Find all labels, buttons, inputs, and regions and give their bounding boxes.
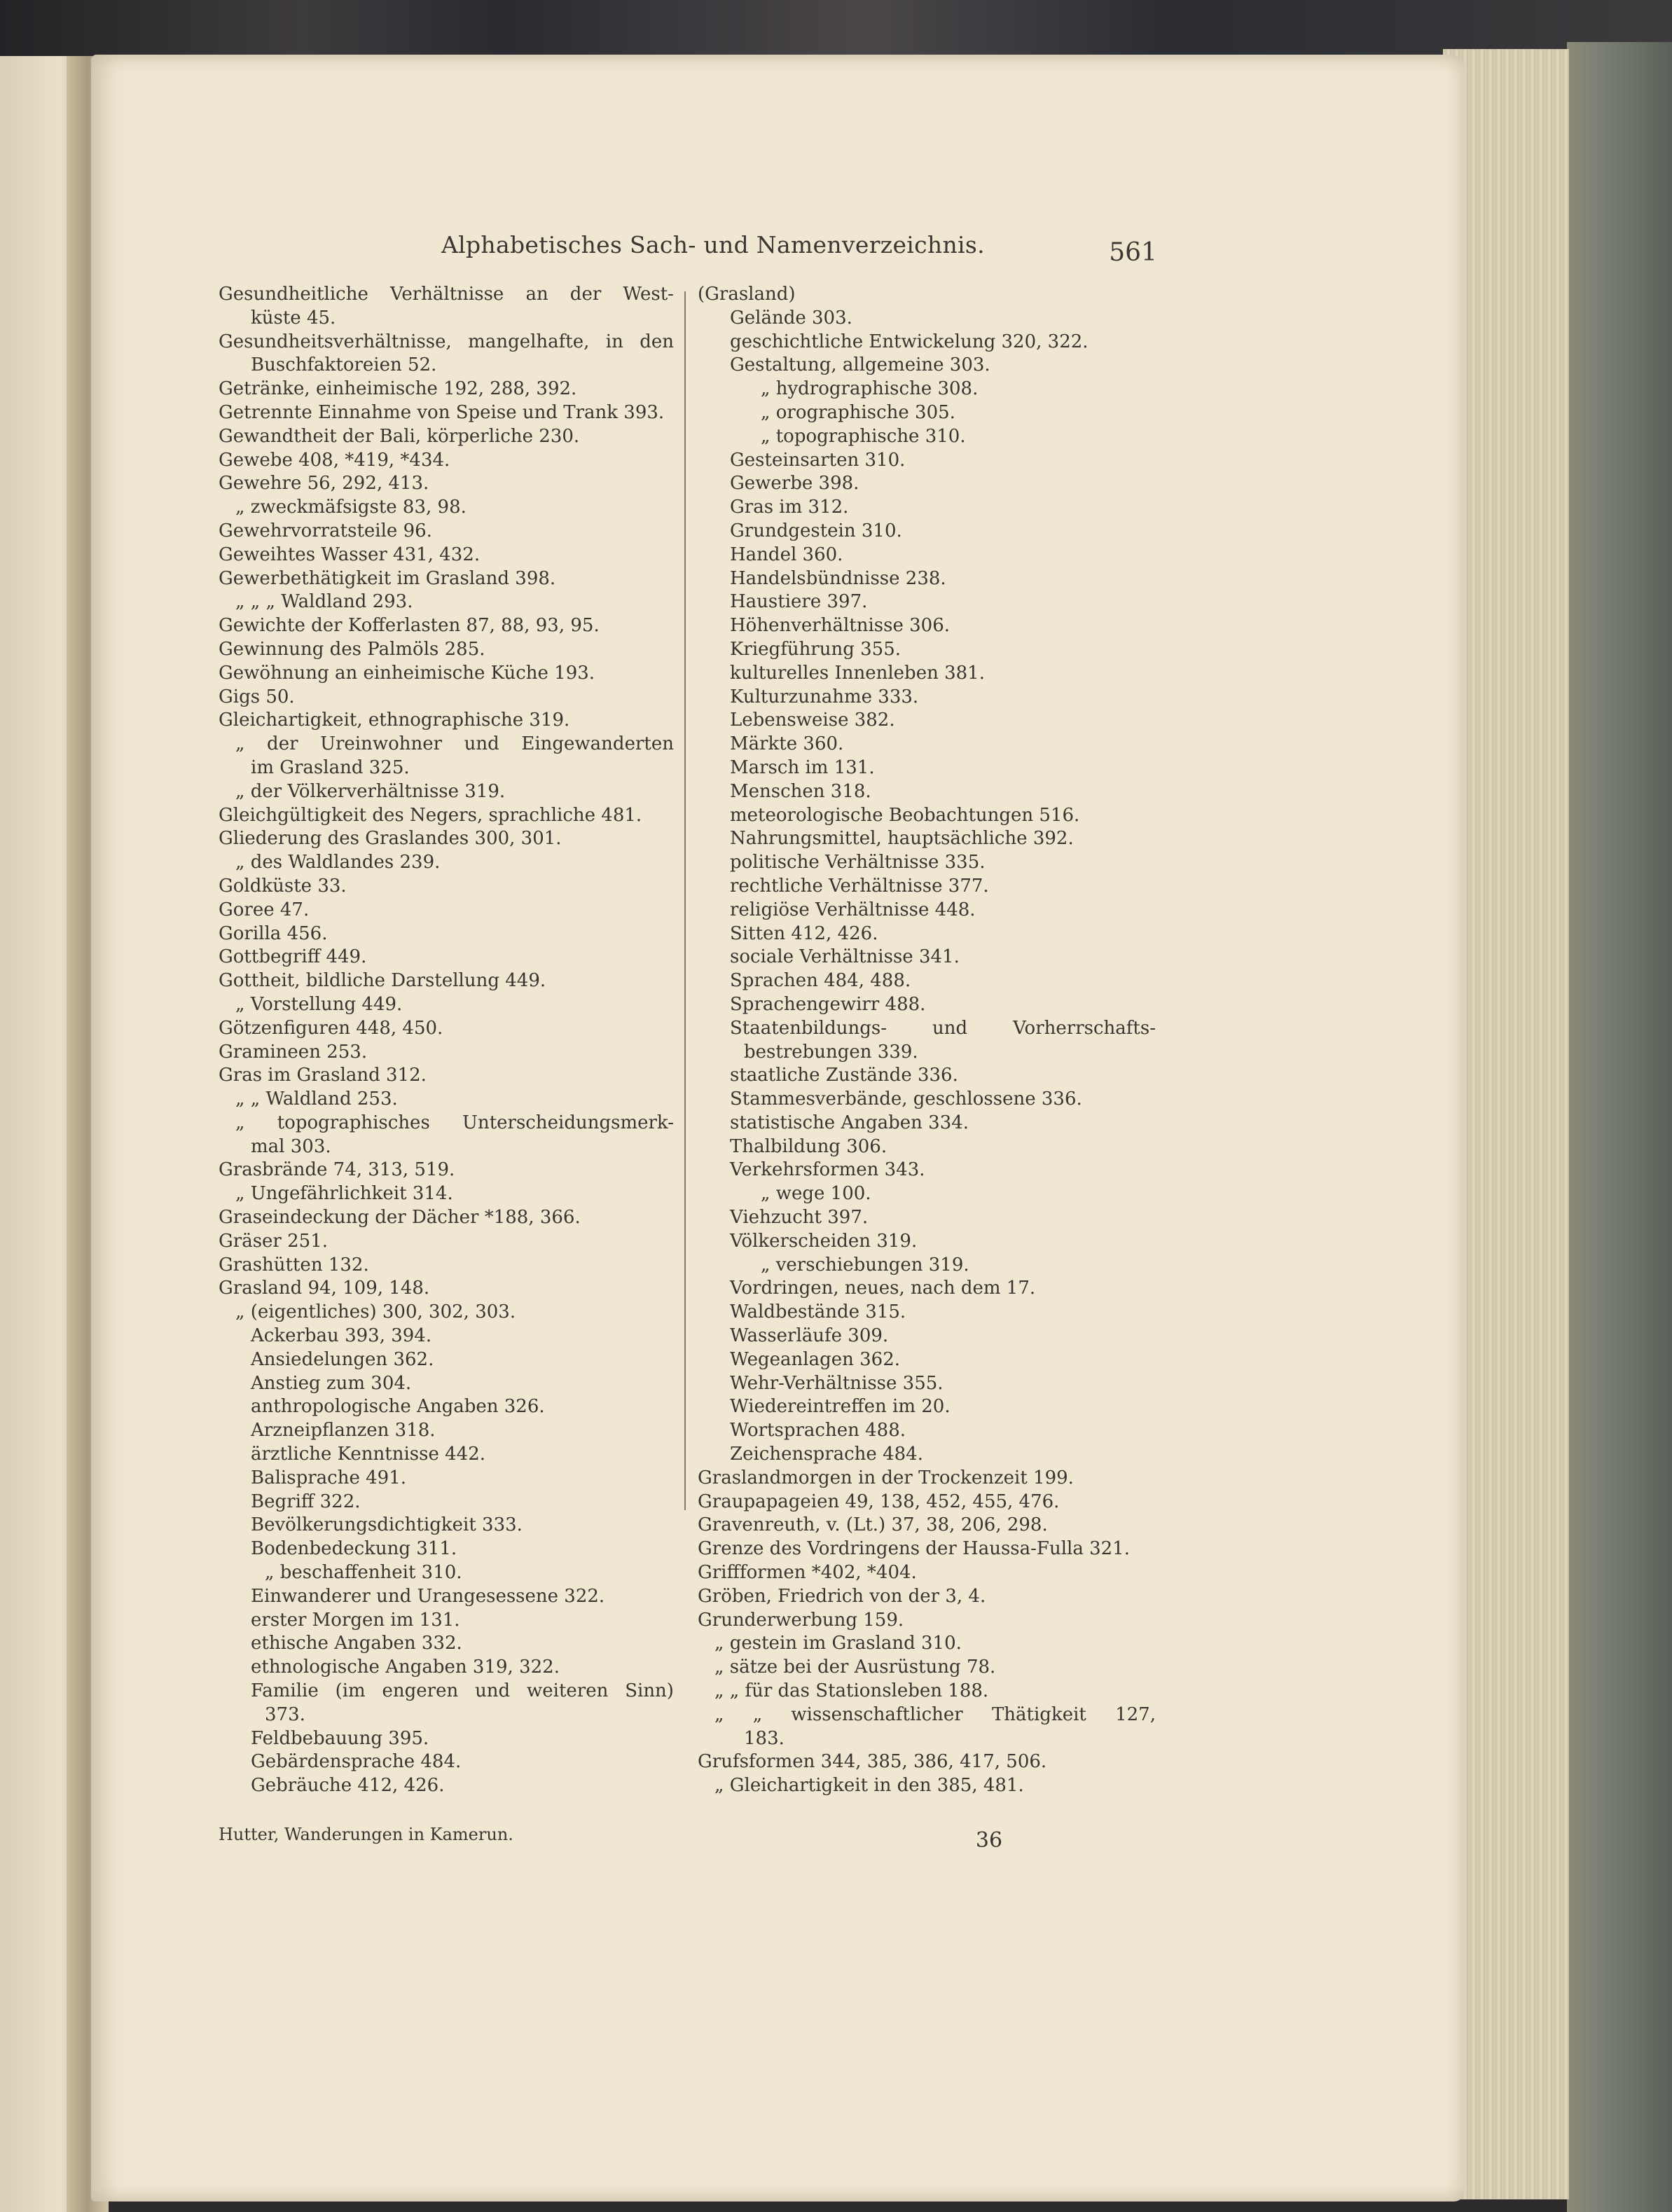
index-entry: mal 303. xyxy=(251,1135,331,1157)
index-entry: Gräser 251. xyxy=(219,1230,329,1252)
index-entry: Begriff 322. xyxy=(251,1491,361,1512)
index-entry: „ Ungefährlichkeit 314. xyxy=(235,1183,453,1205)
index-word: 127, xyxy=(1115,1703,1156,1725)
index-entry: Graseindeckung der Dächer *188, 366. xyxy=(219,1207,581,1229)
index-entry: Anstieg zum 304. xyxy=(251,1372,412,1394)
index-entry: Gewehrvorratsteile 96. xyxy=(219,520,432,541)
index-entry: Gewinnung des Palmöls 285. xyxy=(219,638,485,660)
index-entry: Buschfaktoreien 52. xyxy=(251,354,437,376)
index-entry: Waldbestände 315. xyxy=(730,1301,906,1323)
index-entry: Lebensweise 382. xyxy=(730,710,895,731)
index-entry: „ (eigentliches) 300, 302, 303. xyxy=(235,1301,516,1323)
index-word: mangelhafte, xyxy=(468,331,590,352)
book-cover-right xyxy=(1567,42,1672,2212)
index-word: „ xyxy=(714,1703,724,1725)
index-entry: staatliche Zustände 336. xyxy=(730,1065,958,1086)
index-word: Thätigkeit xyxy=(991,1703,1086,1725)
index-word: West- xyxy=(623,284,674,305)
index-entry xyxy=(219,1112,674,1135)
index-entry: im Grasland 325. xyxy=(251,756,410,778)
index-entry: Vordringen, neues, nach dem 17. xyxy=(730,1278,1036,1299)
index-word: in xyxy=(605,331,623,352)
index-entry: Gewehre 56, 292, 413. xyxy=(219,473,429,495)
index-word: Ureinwohner xyxy=(320,733,443,755)
index-entry: Grenze des Vordringens der Haussa-Fulla 321. xyxy=(698,1538,1130,1560)
index-entry: Nahrungsmittel, hauptsächliche 392. xyxy=(730,828,1074,850)
index-entry: „ der Völkerverhältnisse 319. xyxy=(235,780,506,802)
index-entry: Wortsprachen 488. xyxy=(730,1420,906,1442)
index-entry: Gras im 312. xyxy=(730,497,849,518)
index-word: engeren xyxy=(382,1680,459,1702)
index-entry: Gewöhnung an einheimische Küche 193. xyxy=(219,662,595,684)
index-entry xyxy=(219,283,674,307)
index-entry: Gewerbe 398. xyxy=(730,473,859,495)
index-entry: religiöse Verhältnisse 448. xyxy=(730,899,976,920)
index-word: „ xyxy=(752,1703,763,1725)
index-entry: „ zweckmäfsigste 83, 98. xyxy=(235,497,467,518)
index-entry: Gewandtheit der Bali, körperliche 230. xyxy=(219,425,580,447)
index-entry: Gewebe 408, *419, *434. xyxy=(219,449,450,471)
index-entry: Balisprache 491. xyxy=(251,1467,407,1488)
index-entry: „ „ Waldland 253. xyxy=(235,1088,398,1110)
index-entry: Zeichensprache 484. xyxy=(730,1444,923,1465)
index-word: Gesundheitsverhältnisse, xyxy=(219,331,452,352)
index-entry: Grashütten 132. xyxy=(219,1254,369,1276)
index-entry: Gebärdensprache 484. xyxy=(251,1751,462,1773)
index-entry: Getränke, einheimische 192, 288, 392. xyxy=(219,378,577,400)
index-entry: rechtliche Verhältnisse 377. xyxy=(730,875,989,897)
index-entry: Ansiedelungen 362. xyxy=(251,1348,434,1370)
index-entry: „ des Waldlandes 239. xyxy=(235,852,441,873)
index-entry: „ topographische 310. xyxy=(761,425,966,447)
index-entry: Gewerbethätigkeit im Grasland 398. xyxy=(219,567,556,589)
index-word: und xyxy=(932,1017,968,1039)
index-word: „ xyxy=(235,1112,245,1133)
index-entry: Bodenbedeckung 311. xyxy=(251,1538,457,1560)
index-word: den xyxy=(640,331,674,352)
index-entry: Sprachengewirr 488. xyxy=(730,993,926,1015)
index-entry: Götzenfiguren 448, 450. xyxy=(219,1017,443,1039)
index-entry: Wasserläufe 309. xyxy=(730,1325,889,1347)
index-entry: Menschen 318. xyxy=(730,780,871,802)
index-entry: ethnologische Angaben 319, 322. xyxy=(251,1657,560,1678)
index-word: und xyxy=(464,733,499,755)
index-entry: Goree 47. xyxy=(219,899,310,920)
index-word: Vorherrschafts- xyxy=(1013,1017,1156,1039)
index-entry: Thalbildung 306. xyxy=(730,1135,887,1157)
index-entry xyxy=(219,733,674,756)
index-word: an xyxy=(525,284,548,305)
index-word: (im xyxy=(335,1680,366,1702)
index-entry: „ „ für das Stationsleben 188. xyxy=(714,1680,989,1702)
index-entry: „ hydrographische 308. xyxy=(761,378,979,400)
index-entry: sociale Verhältnisse 341. xyxy=(730,946,960,968)
signature-number: 36 xyxy=(975,1828,1003,1853)
index-entry: Höhenverhältnisse 306. xyxy=(730,615,951,637)
index-word: Eingewanderten xyxy=(521,733,674,755)
index-entry: „ wege 100. xyxy=(761,1183,871,1205)
index-word: Staatenbildungs- xyxy=(730,1017,887,1039)
index-entry: Verkehrsformen 343. xyxy=(730,1159,925,1181)
index-entry: Handelsbündnisse 238. xyxy=(730,567,946,589)
index-column-right xyxy=(698,283,1156,1798)
index-entry: Kulturzunahme 333. xyxy=(730,686,919,707)
index-entry: Griffformen *402, *404. xyxy=(698,1562,917,1584)
index-entry: Haustiere 397. xyxy=(730,591,868,613)
index-entry: „ orographische 305. xyxy=(761,401,955,423)
index-entry: Gelände 303. xyxy=(730,307,852,329)
index-entry: Gigs 50. xyxy=(219,686,295,707)
index-entry: Grasbrände 74, 313, 519. xyxy=(219,1159,455,1181)
index-entry: Gottbegriff 449. xyxy=(219,946,367,968)
index-entry xyxy=(219,1680,674,1703)
index-entry: Einwanderer und Urangesessene 322. xyxy=(251,1585,605,1607)
index-word: Sinn) xyxy=(625,1680,674,1702)
footer-book-title: Hutter, Wanderungen in Kamerun. xyxy=(219,1825,513,1844)
index-entry: erster Morgen im 131. xyxy=(251,1609,460,1631)
index-entry: Gröben, Friedrich von der 3, 4. xyxy=(698,1585,986,1607)
index-entry: Grufsformen 344, 385, 386, 417, 506. xyxy=(698,1751,1047,1773)
index-entry: Gleichgültigkeit des Negers, sprachliche 481. xyxy=(219,804,642,826)
column-divider xyxy=(684,291,686,1510)
index-entry: Gorilla 456. xyxy=(219,922,328,944)
index-entry: Gesteinsarten 310. xyxy=(730,449,906,471)
index-entry: Gleichartigkeit, ethnographische 319. xyxy=(219,710,570,731)
index-entry: Sitten 412, 426. xyxy=(730,922,878,944)
index-entry: anthropologische Angaben 326. xyxy=(251,1396,545,1418)
running-header: Alphabetisches Sach- und Namenverzeichnis. xyxy=(441,231,985,258)
index-entry: Graslandmorgen in der Trockenzeit 199. xyxy=(698,1467,1074,1488)
index-entry: 183. xyxy=(744,1727,785,1749)
index-entry: Wegeanlagen 362. xyxy=(730,1348,901,1370)
index-entry: Gras im Grasland 312. xyxy=(219,1065,427,1086)
index-word: weiteren xyxy=(527,1680,609,1702)
index-word: Unterscheidungsmerk- xyxy=(462,1112,674,1133)
index-word: „ xyxy=(235,733,245,755)
index-entry: Wehr-Verhältnisse 355. xyxy=(730,1372,944,1394)
index-entry: Ackerbau 393, 394. xyxy=(251,1325,432,1347)
index-entry: „ sätze bei der Ausrüstung 78. xyxy=(714,1657,996,1678)
index-entry: Marsch im 131. xyxy=(730,756,875,778)
page-number: 561 xyxy=(1109,238,1157,267)
index-word: der xyxy=(267,733,298,755)
index-word: Gesundheitliche xyxy=(219,284,368,305)
index-entry: bestrebungen 339. xyxy=(744,1041,918,1063)
index-column-left xyxy=(219,283,674,1798)
index-entry: kulturelles Innenleben 381. xyxy=(730,662,985,684)
index-entry: Grasland 94, 109, 148. xyxy=(219,1278,430,1299)
index-entry: Grunderwerbung 159. xyxy=(698,1609,904,1631)
index-entry: ethische Angaben 332. xyxy=(251,1633,462,1654)
index-entry: „ Gleichartigkeit in den 385, 481. xyxy=(714,1775,1024,1797)
index-entry: Feldbebauung 395. xyxy=(251,1727,429,1749)
index-entry: „ „ „ Waldland 293. xyxy=(235,591,413,613)
index-entry: Wiedereintreffen im 20. xyxy=(730,1396,951,1418)
index-entry: Gravenreuth, v. (Lt.) 37, 38, 206, 298. xyxy=(698,1514,1048,1536)
index-entry: Graupapageien 49, 138, 452, 455, 476. xyxy=(698,1491,1060,1512)
index-entry: (Grasland) xyxy=(698,284,796,305)
index-word: topographisches xyxy=(277,1112,430,1133)
index-entry: politische Verhältnisse 335. xyxy=(730,852,986,873)
index-entry: Viehzucht 397. xyxy=(730,1207,869,1229)
index-entry: Gestaltung, allgemeine 303. xyxy=(730,354,990,376)
index-entry: Gewichte der Kofferlasten 87, 88, 93, 95. xyxy=(219,615,600,637)
index-word: der xyxy=(569,284,602,305)
index-word: Verhältnisse xyxy=(389,284,504,305)
index-entry: Gebräuche 412, 426. xyxy=(251,1775,445,1797)
index-entry: „ Vorstellung 449. xyxy=(235,993,403,1015)
index-entry: Gramineen 253. xyxy=(219,1041,368,1063)
index-entry: ärztliche Kenntnisse 442. xyxy=(251,1444,486,1465)
index-entry: Gottheit, bildliche Darstellung 449. xyxy=(219,970,546,992)
index-entry: Märkte 360. xyxy=(730,733,844,755)
index-entry: „ beschaffenheit 310. xyxy=(265,1562,462,1584)
index-entry xyxy=(698,1017,1156,1041)
index-entry: geschichtliche Entwickelung 320, 322. xyxy=(730,331,1089,352)
index-entry: küste 45. xyxy=(251,307,336,329)
index-entry: Stammesverbände, geschlossene 336. xyxy=(730,1088,1082,1110)
index-entry: Völkerscheiden 319. xyxy=(730,1230,918,1252)
index-entry: „ verschiebungen 319. xyxy=(761,1254,969,1276)
index-entry: Goldküste 33. xyxy=(219,875,347,897)
index-entry: Geweihtes Wasser 431, 432. xyxy=(219,544,481,565)
index-entry xyxy=(698,1703,1156,1727)
index-entry: Gliederung des Graslandes 300, 301. xyxy=(219,828,562,850)
index-word: und xyxy=(475,1680,511,1702)
index-entry: Bevölkerungsdichtigkeit 333. xyxy=(251,1514,523,1536)
index-entry: Kriegführung 355. xyxy=(730,638,901,660)
index-entry xyxy=(219,331,674,354)
index-entry: Handel 360. xyxy=(730,544,843,565)
index-entry: Getrennte Einnahme von Speise und Trank 393. xyxy=(219,401,665,423)
index-word: Familie xyxy=(251,1680,319,1702)
index-entry: Arzneipflanzen 318. xyxy=(251,1420,436,1442)
index-entry: 373. xyxy=(265,1703,305,1725)
index-entry: Grundgestein 310. xyxy=(730,520,902,541)
index-entry: „ gestein im Grasland 310. xyxy=(714,1633,962,1654)
index-word: wissenschaftlicher xyxy=(791,1703,963,1725)
index-entry: statistische Angaben 334. xyxy=(730,1112,969,1133)
index-entry: Sprachen 484, 488. xyxy=(730,970,911,992)
index-entry: meteorologische Beobachtungen 516. xyxy=(730,804,1080,826)
